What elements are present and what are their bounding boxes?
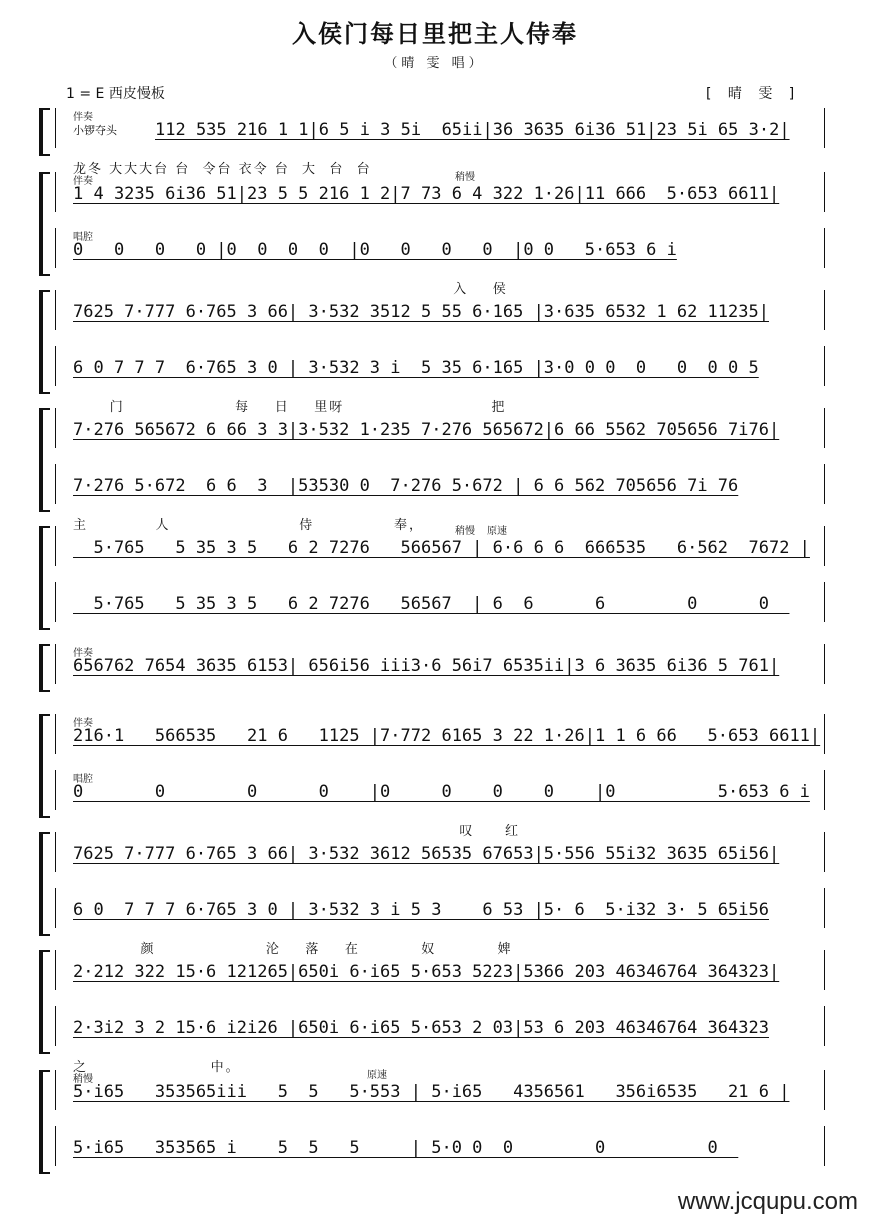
notation-text: 7625 7·777 6·765 3 66| 3·532 3612 56535 67653|5·556 55i32 3635 65i56| <box>73 844 780 864</box>
lyrics-line: 颜 沦 落 在 奴 婢 <box>73 942 513 957</box>
section-mark: 伴奏 <box>73 648 93 659</box>
section-mark: 稍慢 <box>73 1074 93 1085</box>
score-system <box>55 108 825 177</box>
role-name: [ 晴 雯 ] <box>706 86 801 102</box>
notation-text: 5·i65 353565 i 5 5 5 | 5·0 0 0 0 0 <box>73 1138 739 1158</box>
system-bracket <box>39 108 50 156</box>
system-bracket <box>39 714 50 818</box>
vocal-line <box>55 888 825 928</box>
score-system <box>55 832 825 957</box>
page-title: 入侯门每日里把主人侍奉 <box>292 20 578 48</box>
section-mark: 伴奏 <box>73 718 93 729</box>
score-system <box>55 172 825 297</box>
system-bracket <box>39 1070 50 1174</box>
notation-text: 5·765 5 35 3 5 6 2 7276 566567 | 6·6 6 6 666535 6·562 7672 | <box>73 538 810 558</box>
accompaniment-line <box>55 526 825 566</box>
score-system <box>55 526 825 630</box>
notation-text: 6 0 7 7 7 6·765 3 0 | 3·532 3 i 5 35 6·165 |3·0 0 0 0 0 0 0 5 <box>73 358 759 378</box>
lyrics-line: 之 中。 <box>73 1060 241 1075</box>
notation-text: 2·3i2 3 2 15·6 i2i26 |650i 6·i65 5·653 2 03|53 6 203 46346764 364323 <box>73 1018 769 1038</box>
notation-text: 2·212 322 15·6 121265|650i 6·i65 5·653 5223|5366 203 46346764 364323| <box>73 962 780 982</box>
system-bracket <box>39 290 50 394</box>
accompaniment-line <box>55 108 825 148</box>
notation-text: 112 535 216 1 1|6 5 i 3 5i 65ii|36 3635 6i36 51|23 5i 65 3·2| <box>155 120 790 140</box>
notation-text: 7625 7·777 6·765 3 66| 3·532 3512 5 55 6·165 |3·635 6532 1 62 11235| <box>73 302 769 322</box>
lyrics-line: 叹 红 <box>73 824 520 839</box>
notation-text: 7·276 565672 6 66 3 3|3·532 1·235 7·276 565672|6 66 5562 705656 7i76| <box>73 420 780 440</box>
section-mark: 伴奏 <box>73 112 93 123</box>
score-system <box>55 644 825 692</box>
lyrics-line: 门 每 日 里呀 把 <box>73 400 507 415</box>
notation-text: 0 0 0 0 |0 0 0 0 |0 5·653 6 i <box>73 782 810 802</box>
accompaniment-line <box>55 172 825 212</box>
lyrics-line: 主 人 侍 奉， <box>73 518 424 533</box>
section-mark: 伴奏 <box>73 176 93 187</box>
vocal-line <box>55 1006 825 1046</box>
notation-text: 1 4 3235 6i36 51|23 5 5 216 1 2|7 73 6 4 322 1·26|11 666 5·653 6611| <box>73 184 780 204</box>
score-system <box>55 950 825 1075</box>
lyrics-line: 龙冬 大大大台 台 令台 衣令 台 大 台 台 <box>73 162 372 177</box>
vocal-line <box>55 582 825 622</box>
system-bracket <box>39 950 50 1054</box>
accompaniment-line <box>55 408 825 448</box>
accompaniment-line <box>55 714 825 754</box>
tempo-mark: 原速 <box>487 526 507 537</box>
notation-text: 6 0 7 7 7 6·765 3 0 | 3·532 3 i 5 3 6 53 |5· 6 5·i32 3· 5 65i56 <box>73 900 769 920</box>
score-system <box>55 290 825 415</box>
system-bracket <box>39 172 50 276</box>
accompaniment-line <box>55 832 825 872</box>
system-bracket <box>39 644 50 692</box>
key-signature: 1 = E 西皮慢板 <box>66 86 165 102</box>
notation-text: 5·i65 353565iii 5 5 5·553 | 5·i65 4356561 356i6535 21 6 | <box>73 1082 790 1102</box>
line-label: 唱腔 <box>73 774 93 785</box>
vocal-line <box>55 464 825 504</box>
notation-text: 0 0 0 0 |0 0 0 0 |0 0 0 0 |0 0 5·653 6 i <box>73 240 677 260</box>
notation-text: 7·276 5·672 6 6 3 |53530 0 7·276 5·672 | 6 6 562 705656 7i 76 <box>73 476 739 496</box>
system-bracket <box>39 526 50 630</box>
line-label: 小锣夺头 <box>73 124 117 137</box>
score-system <box>55 1070 825 1174</box>
accompaniment-line <box>55 1070 825 1110</box>
system-bracket <box>39 408 50 512</box>
tempo-mark: 稍慢 <box>455 172 475 183</box>
notation-text: 216·1 566535 21 6 1125 |7·772 6165 3 22 1·26|1 1 6 66 5·653 6611| <box>73 726 821 746</box>
notation-text: 5·765 5 35 3 5 6 2 7276 56567 | 6 6 6 0 0 <box>73 594 790 614</box>
page-subtitle: （晴 雯 唱） <box>384 56 486 71</box>
vocal-line <box>55 346 825 386</box>
line-label: 唱腔 <box>73 232 93 243</box>
vocal-line <box>55 770 825 810</box>
accompaniment-line <box>55 644 825 684</box>
system-bracket <box>39 832 50 936</box>
vocal-line <box>55 228 825 268</box>
lyrics-line: 入 侯 <box>73 282 508 297</box>
accompaniment-line <box>55 290 825 330</box>
score-system <box>55 714 825 839</box>
tempo-mark: 原速 <box>367 1070 387 1081</box>
accompaniment-line <box>55 950 825 990</box>
tempo-mark: 稍慢 <box>455 526 475 537</box>
watermark: www.jcqupu.com <box>677 1188 858 1215</box>
notation-text: 656762 7654 3635 6153| 656i56 iii3·6 56i7 6535ii|3 6 3635 6i36 5 761| <box>73 656 780 676</box>
vocal-line <box>55 1126 825 1166</box>
